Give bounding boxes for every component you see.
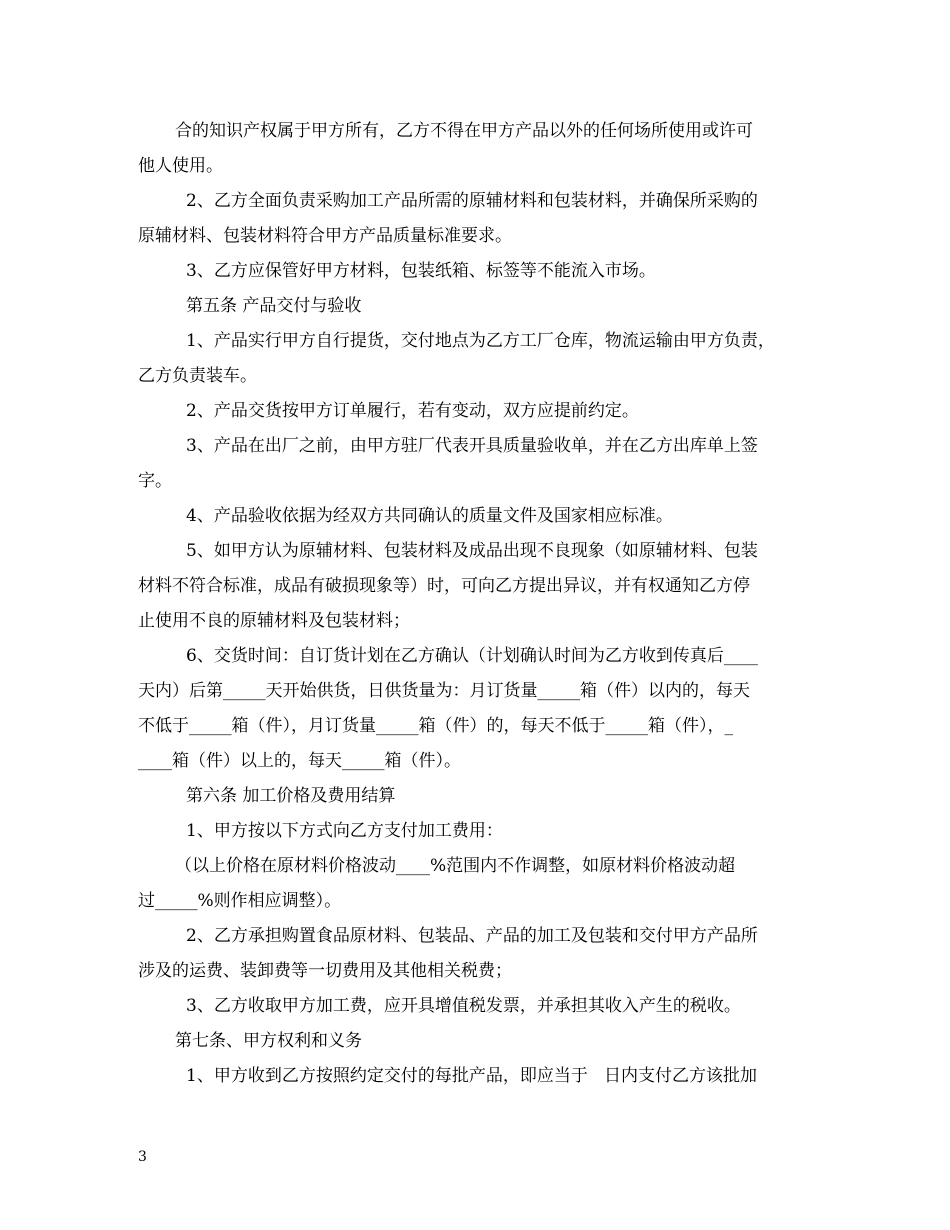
text-line: 材料不符合标准，成品有破损现象等）时，可向乙方提出异议，并有权通知乙方停 <box>138 576 750 596</box>
text-line: 3、乙方应保管好甲方材料，包装纸箱、标签等不能流入市场。 <box>186 261 656 281</box>
text-line: 不低于_____箱（件），月订货量_____箱（件）的，每天不低于_____箱（件），_ <box>138 716 733 736</box>
text-line: 止使用不良的原辅材料及包装材料； <box>138 611 410 631</box>
text-line: （以上价格在原材料价格波动____%范围内不作调整，如原材料价格波动超 <box>175 856 736 876</box>
text-line: 第六条 加工价格及费用结算 <box>186 786 396 806</box>
text-line: 2、乙方全面负责采购加工产品所需的原辅材料和包装材料，并确保所采购的 <box>186 191 758 211</box>
text-line: 4、产品验收依据为经双方共同确认的质量文件及国家相应标准。 <box>186 506 673 526</box>
text-line: 他人使用。 <box>138 156 223 176</box>
text-line: 原辅材料、包装材料符合甲方产品质量标准要求。 <box>138 226 512 246</box>
text-line: 5、如甲方认为原辅材料、包装材料及成品出现不良现象（如原辅材料、包装 <box>186 541 758 561</box>
page-number: 3 <box>138 1149 147 1165</box>
text-line: 6、交货时间：自订货计划在乙方确认（计划确认时间为乙方收到传真后____ <box>186 646 758 666</box>
text-line: 合的知识产权属于甲方所有，乙方不得在甲方产品以外的任何场所使用或许可 <box>175 121 753 141</box>
text-line: 1、甲方按以下方式向乙方支付加工费用： <box>186 821 503 841</box>
text-line: 涉及的运费、装卸费等一切费用及其他相关税费； <box>138 961 512 981</box>
text-line: 1、产品实行甲方自行提货，交付地点为乙方工厂仓库，物流运输由甲方负责， <box>186 331 775 351</box>
text-line: 第七条、甲方权利和义务 <box>175 1031 362 1051</box>
text-line: 天内）后第_____天开始供货，日供货量为：月订货量_____箱（件）以内的，每天 <box>138 681 750 701</box>
text-line: 第五条 产品交付与验收 <box>186 296 362 316</box>
document-body <box>138 114 818 1094</box>
text-line: 乙方负责装车。 <box>138 366 257 386</box>
text-line: 过_____%则作相应调整）。 <box>138 891 342 911</box>
text-line: 字。 <box>138 471 172 491</box>
text-line: 3、乙方收取甲方加工费，应开具增值税发票，并承担其收入产生的税收。 <box>186 996 741 1016</box>
text-line: 3、产品在出厂之前，由甲方驻厂代表开具质量验收单，并在乙方出库单上签 <box>186 436 758 456</box>
text-line: 1、甲方收到乙方按照约定交付的每批产品，即应当于 日内支付乙方该批加 <box>186 1066 758 1086</box>
text-line: 2、乙方承担购置食品原材料、包装品、产品的加工及包装和交付甲方产品所 <box>186 926 758 946</box>
text-line: 2、产品交货按甲方订单履行，若有变动，双方应提前约定。 <box>186 401 639 421</box>
text-line: ____箱（件）以上的，每天_____箱（件）。 <box>138 751 461 771</box>
